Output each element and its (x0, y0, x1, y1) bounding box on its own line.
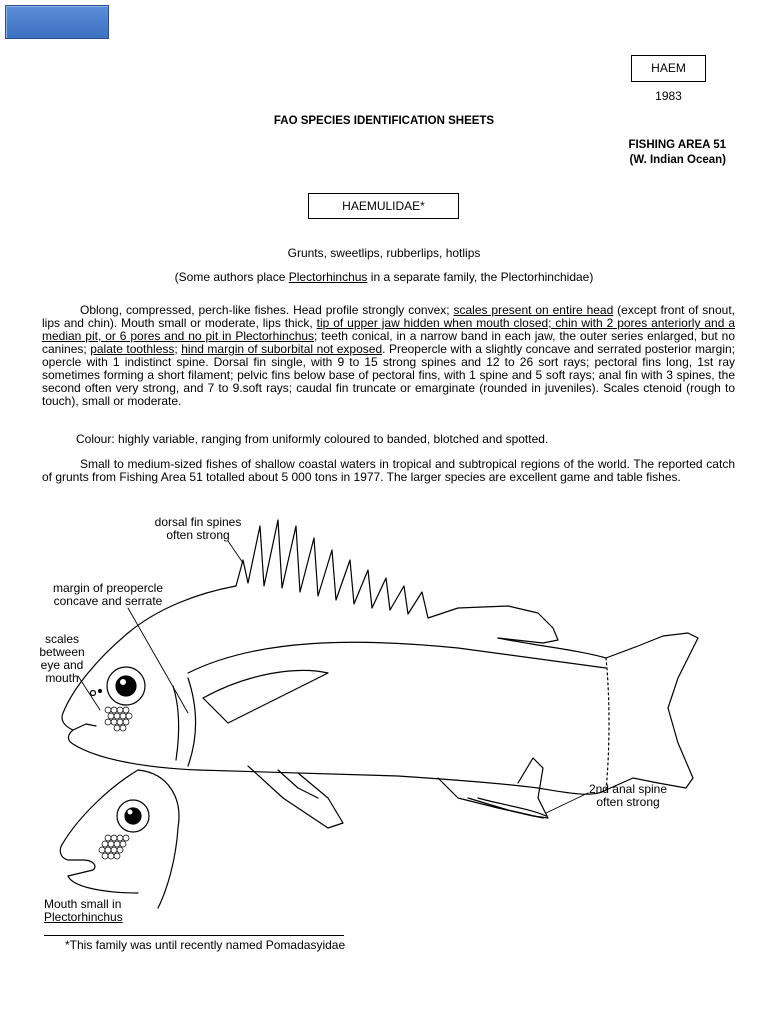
label-dorsal-line2: often strong (166, 528, 230, 542)
label-anal-line1: 2nd anal spine (588, 782, 668, 796)
label-scales (36, 633, 88, 685)
note-post: in a separate family, the Plectorhinchidae) (367, 270, 594, 284)
label-scales-line2: between (39, 645, 85, 659)
common-names: Grunts, sweetlips, rubberlips, hotlips (287, 246, 481, 260)
label-preop-line1: margin of preopercle (52, 581, 164, 595)
label-mouth-small (44, 898, 144, 924)
note-pre: (Some authors place (174, 270, 289, 284)
label-scales-line3: eye and (40, 658, 84, 672)
plectorhinchus-head-inset (60, 770, 179, 908)
family-name-box (308, 193, 459, 219)
label-anal-line2: often strong (596, 795, 660, 809)
species-code-box (631, 55, 706, 82)
desc-underline-1: scales present on entire head (453, 303, 614, 317)
family-name: HAEMULIDAE* (342, 199, 425, 213)
label-scales-line4: mouth (45, 671, 79, 685)
colour-paragraph (42, 433, 735, 446)
colour-text: Colour: highly variable, ranging from uniformly coloured to banded, blotched and spotted. (76, 432, 549, 446)
species-code: HAEM (651, 61, 686, 75)
top-left-blue-tab[interactable] (5, 5, 109, 39)
desc-underline-4: hind margin of suborbital not exposed (181, 342, 383, 356)
label-anal-spine (578, 783, 678, 809)
grunt-illustration (38, 498, 720, 928)
fishing-area-line1: FISHING AREA 51 (628, 139, 726, 151)
fish-drawing (38, 498, 720, 928)
desc-text-1: Oblong, compressed, perch-like fishes. Head profile strongly convex; (80, 303, 454, 317)
note-genus: Plectorhinchus (288, 270, 368, 284)
label-mouth-line1: Mouth small in (44, 897, 122, 911)
footnote: *This family was until recently named Pomadasyidae (65, 938, 346, 952)
habitat-paragraph (42, 458, 735, 484)
fishing-area (560, 138, 726, 168)
desc-text-4: ; (174, 342, 182, 356)
label-preop-line2: concave and serrate (53, 594, 163, 608)
desc-underline-2: tip of upper jaw hidden when mouth closed; chin with 2 pores anteriorly and a median pit, or 6 pores and no pit in Plectorhinchus (42, 316, 735, 343)
footnote-rule (44, 935, 344, 936)
label-preopercle (38, 582, 178, 608)
year: 1983 (655, 89, 682, 103)
label-dorsal-line1: dorsal fin spines (154, 515, 242, 529)
sheets-title: FAO SPECIES IDENTIFICATION SHEETS (273, 115, 495, 127)
fishing-area-line2: (W. Indian Ocean) (629, 154, 726, 166)
habitat-text: Small to medium-sized fishes of shallow coastal waters in tropical and subtropical regions of the world. The reported catch of grunts from Fishing Area 51 totalled about 5 000 tons in 1977. The larger species are excellent game and table fishes. (42, 457, 735, 484)
taxonomy-note (0, 270, 768, 284)
desc-text-5: . Preopercle with a slightly concave and serrated posterior margin; opercle with 1 indistinct spine. Dorsal fin single, with 9 to 15 strong spines and 12 to 26 sort rays; pectoral fins long, 1st ray sometimes forming a short filament; pelvic fins below base of pectoral fins, with 1 spine and 5 soft rays; anal fin with 3 spines, the second often very strong, and 7 to 9.soft rays; caudal fin truncate or emarginate (rounded in juveniles). Scales ctenoid (rough to touch), small or moderate. (42, 342, 735, 408)
desc-text-2: (except front of snout, lips and chin). Mouth small or moderate, lips thick, (42, 303, 735, 330)
description-paragraph (42, 304, 735, 408)
desc-underline-3: palate toothless (90, 342, 175, 356)
desc-text-3: ; teeth conical, in a narrow band in each jaw, the outer series enlarged, but no canines; (42, 329, 735, 356)
label-dorsal-fin (146, 516, 250, 542)
dorsal-fin (236, 520, 558, 643)
label-scales-line1: scales (44, 632, 79, 646)
label-mouth-genus: Plectorhinchus (44, 910, 123, 924)
